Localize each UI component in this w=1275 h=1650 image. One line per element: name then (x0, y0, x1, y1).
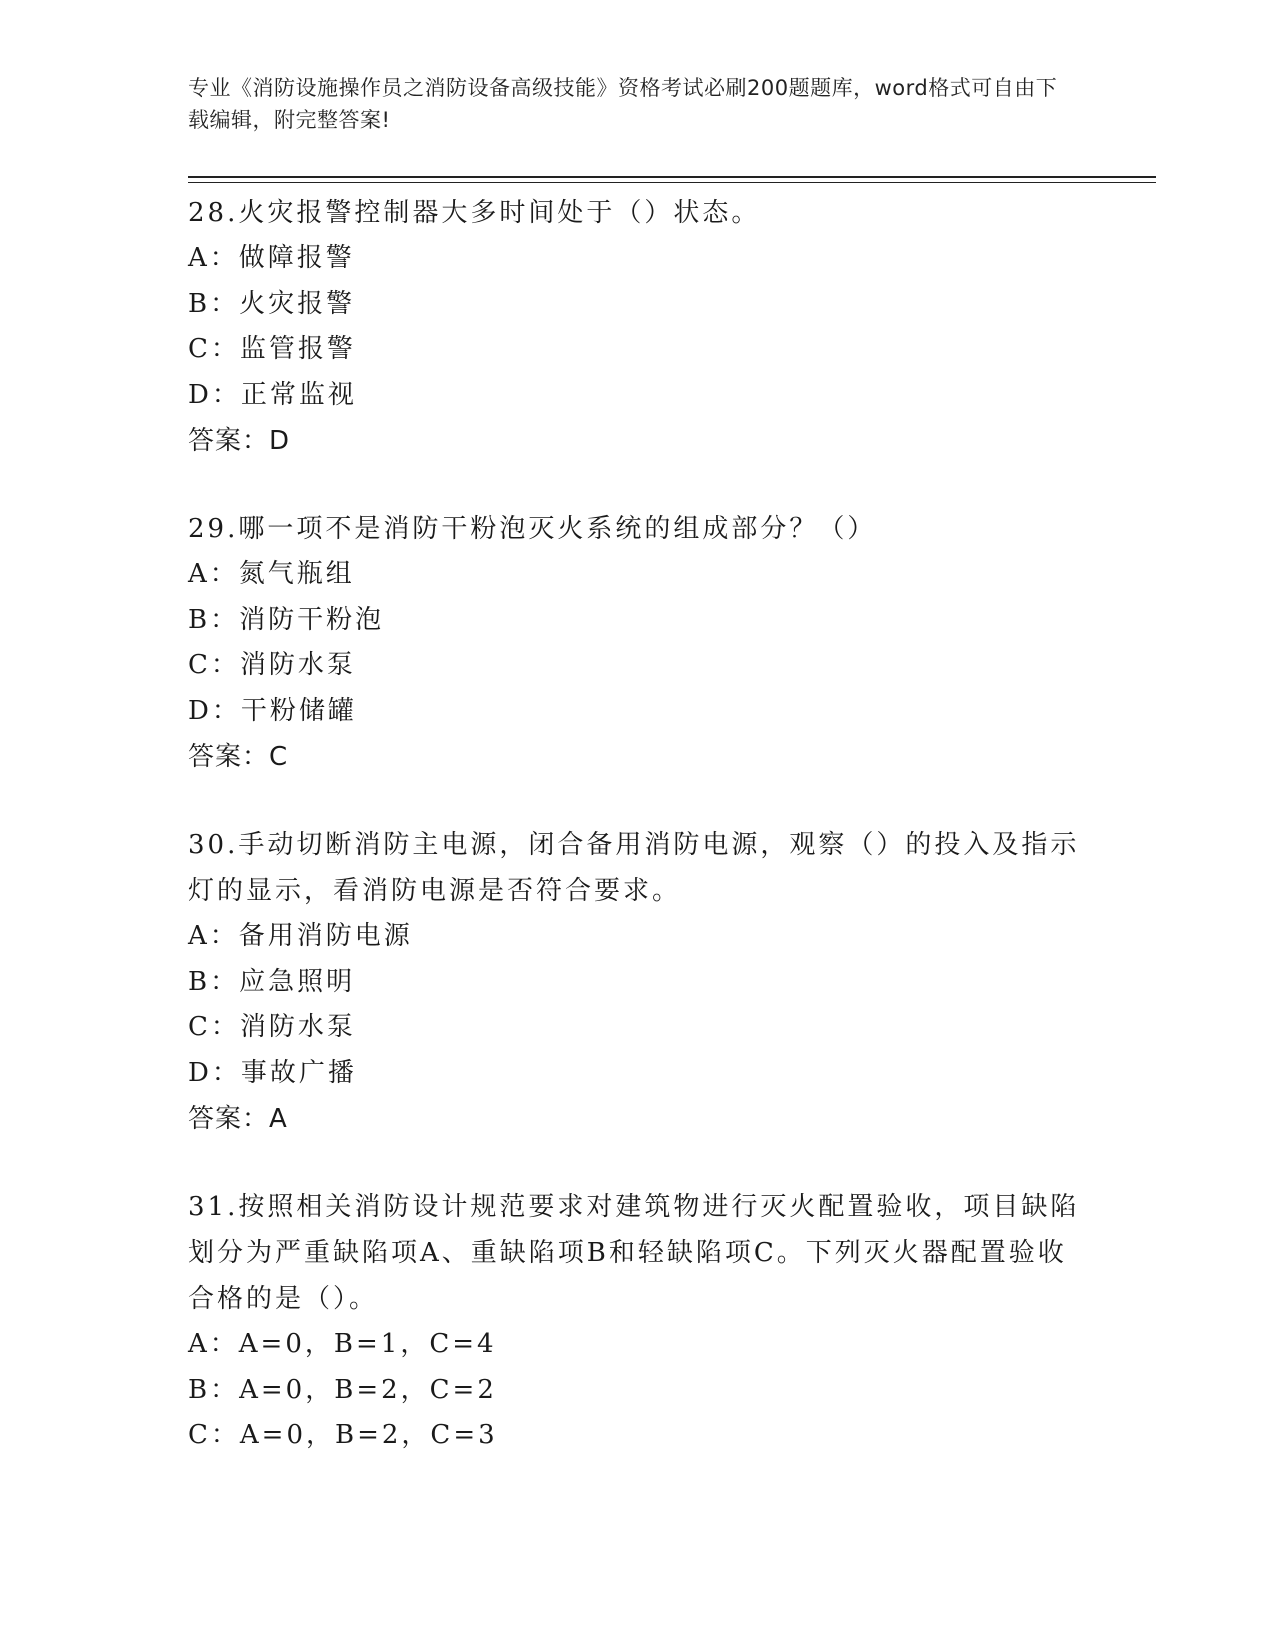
question-title: 30.手动切断消防主电源，闭合备用消防电源，观察（）的投入及指示灯的显示，看消防电源是否符合要求。 (188, 830, 1080, 906)
question-title: 31.按照相关消防设计规范要求对建筑物进行灭火配置验收，项目缺陷划分为严重缺陷项A、重缺陷项B和轻缺陷项C。下列灭火器配置验收合格的是（）。 (188, 1192, 1080, 1314)
option-b: B：应急照明 (188, 966, 356, 997)
question-29 (188, 506, 1088, 780)
question-31 (188, 1184, 1088, 1459)
question-30 (188, 822, 1088, 1142)
header-divider-thick (188, 176, 1156, 178)
option-b: B：消防干粉泡 (188, 604, 385, 635)
option-c: C：A=0，B=2，C=3 (188, 1420, 498, 1450)
option-d: D：正常监视 (188, 379, 357, 410)
option-a: A：A=0，B=1，C=4 (188, 1329, 497, 1359)
option-c: C：消防水泵 (188, 1012, 356, 1042)
question-list (188, 190, 1088, 1501)
answer-label: 答案：C (188, 742, 289, 772)
option-b: B：火灾报警 (188, 288, 356, 319)
option-a: A：氮气瓶组 (188, 559, 355, 589)
option-b: B：A=0，B=2，C=2 (188, 1374, 497, 1405)
option-a: A：做障报警 (188, 243, 355, 273)
option-a: A：备用消防电源 (188, 921, 413, 951)
question-title: 28.火灾报警控制器大多时间处于（）状态。 (188, 198, 761, 228)
option-c: C：消防水泵 (188, 650, 356, 680)
question-28 (188, 190, 1088, 464)
option-d: D：干粉储罐 (188, 695, 357, 726)
document-header: 专业《消防设施操作员之消防设备高级技能》资格考试必刷200题题库，word格式可自由下载编辑，附完整答案! (188, 76, 1058, 132)
header-divider-thin (188, 182, 1156, 183)
option-d: D：事故广播 (188, 1057, 357, 1088)
answer-label: 答案：D (188, 426, 291, 456)
answer-label: 答案：A (188, 1104, 288, 1134)
question-title: 29.哪一项不是消防干粉泡灭火系统的组成部分？（） (188, 514, 877, 544)
option-c: C：监管报警 (188, 334, 356, 364)
